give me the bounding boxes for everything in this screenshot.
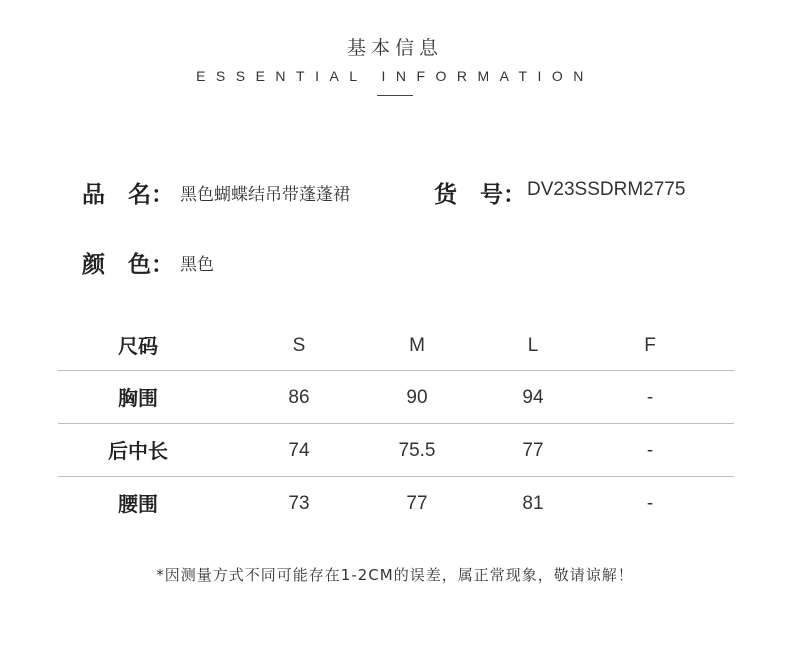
column-header-f: F xyxy=(644,335,656,356)
table-divider xyxy=(58,476,734,477)
table-cell: 74 xyxy=(288,440,310,461)
column-header-size: 尺码 xyxy=(118,334,158,358)
table-cell: 90 xyxy=(406,387,428,408)
table-row xyxy=(58,425,734,477)
color-value: 黑色 xyxy=(180,255,214,275)
column-header-s: S xyxy=(292,335,306,356)
row-label-back-length: 后中长 xyxy=(108,439,168,463)
measurement-footnote: *因测量方式不同可能存在1-2CM的误差，属正常现象，敬请谅解！ xyxy=(156,566,634,584)
section-title-en: ESSENTIAL INFORMATION xyxy=(196,68,594,84)
color-label: 颜 色： xyxy=(82,252,174,278)
row-label-chest: 胸围 xyxy=(118,386,158,410)
table-divider xyxy=(58,423,734,424)
column-header-l: L xyxy=(527,335,539,356)
table-cell: 81 xyxy=(522,493,544,514)
table-cell: 73 xyxy=(288,493,310,514)
sku-label: 货 号： xyxy=(434,182,526,208)
table-divider xyxy=(58,370,734,371)
product-name-value: 黑色蝴蝶结吊带蓬蓬裙 xyxy=(180,185,350,205)
table-cell: 77 xyxy=(522,440,544,461)
column-header-m: M xyxy=(409,335,425,356)
table-row xyxy=(58,372,734,424)
table-cell: 75.5 xyxy=(398,440,436,461)
table-cell: - xyxy=(646,387,654,408)
size-table-header-row xyxy=(58,320,734,372)
table-cell: - xyxy=(646,440,654,461)
table-cell: 86 xyxy=(288,387,310,408)
sku-value: DV23SSDRM2775 xyxy=(527,179,686,200)
row-label-waist: 腰围 xyxy=(118,492,158,516)
table-row xyxy=(58,478,734,530)
product-name-label: 品 名： xyxy=(82,182,174,208)
table-cell: 94 xyxy=(522,387,544,408)
section-title-cn: 基本信息 xyxy=(346,37,443,59)
title-underline xyxy=(377,95,413,96)
table-cell: 77 xyxy=(406,493,428,514)
table-cell: - xyxy=(646,493,654,514)
